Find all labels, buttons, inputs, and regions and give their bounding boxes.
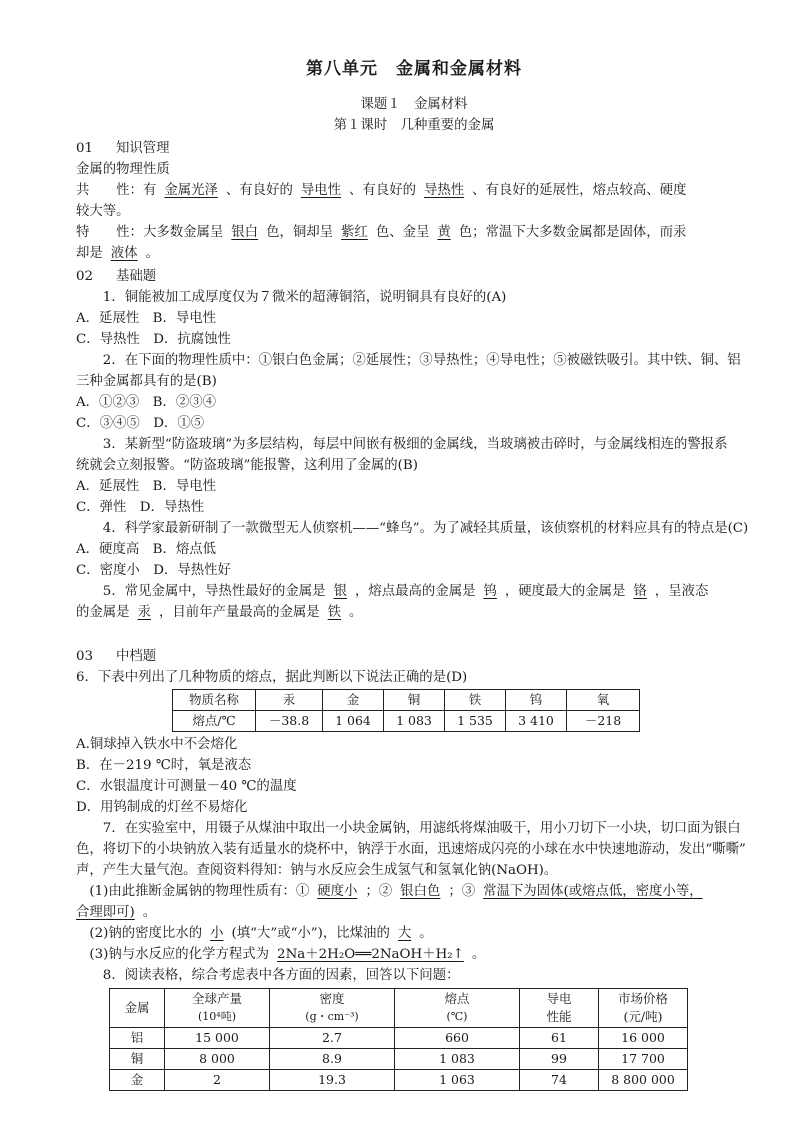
table-header-cell bbox=[520, 989, 599, 1028]
question-8: 8．阅读表格，综合考虑表中各方面的因素，回答以下问题： bbox=[102, 968, 460, 983]
answer-blank: 铬 bbox=[633, 584, 647, 599]
table-cell: 熔点/℃ bbox=[173, 711, 256, 732]
table-cell: 8 800 000 bbox=[599, 1070, 688, 1091]
question-3-options-ab: A．延展性 B．导电性 bbox=[76, 479, 217, 494]
answer-blank: 紫红 bbox=[341, 225, 368, 240]
question-6: 6．下表中列出了几种物质的熔点，据此判断以下说法正确的是(D) bbox=[76, 670, 468, 685]
question-6-option-c: C．水银温度计可测量－40 ℃的温度 bbox=[76, 779, 297, 794]
header-text: 金属 bbox=[124, 1000, 150, 1015]
table-cell: 61 bbox=[520, 1028, 599, 1049]
text: 、有良好的 bbox=[349, 183, 416, 198]
table-cell: 8 000 bbox=[165, 1049, 270, 1070]
table-row bbox=[110, 1070, 688, 1091]
table-cell: 17 700 bbox=[599, 1049, 688, 1070]
text: (1)由此推断金属钠的物理性质有：① bbox=[89, 884, 310, 899]
question-4-options-ab: A．硬度高 B．熔点低 bbox=[76, 542, 217, 557]
section-knowledge-header bbox=[76, 138, 752, 159]
header-text: 密度 bbox=[319, 991, 345, 1006]
question-2-options-ab: A．①②③ B．②③④ bbox=[76, 395, 217, 410]
header-unit: (元/吨) bbox=[623, 1009, 663, 1024]
answer-blank: 常温下为固体(或熔点低，密度小等， bbox=[483, 884, 703, 899]
section-number: 02 bbox=[76, 269, 94, 284]
question-6-option-b: B．在－219 ℃时，氧是液态 bbox=[76, 758, 252, 773]
section-number: 01 bbox=[76, 141, 94, 156]
text: 。 bbox=[471, 947, 486, 962]
text: 。 bbox=[349, 605, 363, 620]
answer-blank: 黄 bbox=[437, 225, 451, 240]
metal-comparison-table bbox=[109, 988, 688, 1091]
text: 。 bbox=[419, 926, 433, 941]
header-text: 市场价格 bbox=[617, 991, 668, 1006]
question-7: 7．在实验室中，用镊子从煤油中取出一小块金属钠，用滤纸将煤油吸干，用小刀切下一小块，切口面为银白 bbox=[102, 821, 741, 836]
table-cell: 铝 bbox=[110, 1028, 165, 1049]
text: 、有良好的 bbox=[225, 183, 293, 198]
answer-blank: 大 bbox=[397, 926, 412, 941]
question-7-part-1 bbox=[76, 881, 752, 902]
table-cell: 660 bbox=[395, 1028, 520, 1049]
answer-blank: 液体 bbox=[110, 246, 138, 261]
section-name: 知识管理 bbox=[116, 141, 170, 156]
question-3-options-cd: C．弹性 D．导热性 bbox=[76, 500, 205, 515]
text: 的金属是 bbox=[76, 605, 130, 620]
question-7-part-1-cont bbox=[76, 902, 752, 923]
special-properties-line bbox=[76, 222, 752, 243]
melting-point-table bbox=[172, 689, 640, 732]
table-header-cell bbox=[165, 989, 270, 1028]
header-text: 性能 bbox=[546, 1009, 572, 1024]
table-cell: 15 000 bbox=[165, 1028, 270, 1049]
answer-blank: 银白 bbox=[231, 225, 259, 240]
table-cell: 8.9 bbox=[270, 1049, 395, 1070]
header-text: 全球产量 bbox=[191, 991, 242, 1006]
header-text: 熔点 bbox=[444, 991, 470, 1006]
text: 色；常温下大多数金属都是固体，而汞 bbox=[458, 225, 687, 240]
table-cell: 氧 bbox=[567, 690, 640, 711]
text: 色，铜却呈 bbox=[266, 225, 334, 240]
text: ，硬度最大的金属是 bbox=[504, 584, 626, 599]
table-cell: 2.7 bbox=[270, 1028, 395, 1049]
question-7-part-3 bbox=[76, 944, 752, 965]
question-6-option-a: A.铜球掉入铁水中不会熔化 bbox=[76, 737, 238, 752]
question-5 bbox=[76, 581, 752, 602]
table-cell: 19.3 bbox=[270, 1070, 395, 1091]
text: 色、金呈 bbox=[375, 225, 430, 240]
answer-blank: 银 bbox=[333, 584, 347, 599]
question-3: 3．某新型“防盗玻璃”为多层结构，每层中间嵌有极细的金属线，当玻璃被击碎时，与金属线相连的警报系 bbox=[102, 437, 728, 452]
table-cell: 金 bbox=[110, 1070, 165, 1091]
table-cell: 1 535 bbox=[445, 711, 506, 732]
table-cell: 16 000 bbox=[599, 1028, 688, 1049]
table-cell: 1 064 bbox=[323, 711, 384, 732]
table-cell: 1 063 bbox=[395, 1070, 520, 1091]
table-row bbox=[173, 711, 640, 732]
table-cell: 物质名称 bbox=[173, 690, 256, 711]
table-header-cell bbox=[395, 989, 520, 1028]
answer-blank: 汞 bbox=[137, 605, 151, 620]
table-cell: 铜 bbox=[384, 690, 445, 711]
period-title: 第１课时 几种重要的金属 bbox=[333, 118, 495, 133]
table-cell: －38.8 bbox=[256, 711, 323, 732]
question-4: 4．科学家最新研制了一款微型无人侦察机——“蜂鸟”。为了减轻其质量，该侦察机的材料应具有的特点是(C) bbox=[102, 521, 749, 536]
table-row bbox=[110, 1028, 688, 1049]
header-unit: (g・cm⁻³) bbox=[305, 1010, 359, 1023]
question-1: 1．铜能被加工成厚度仅为７微米的超薄铜箔，说明铜具有良好的(A) bbox=[102, 290, 507, 305]
answer-blank: 合理即可) bbox=[76, 905, 135, 920]
table-cell: 2 bbox=[165, 1070, 270, 1091]
text: (填“大”或“小”)，比煤油的 bbox=[231, 926, 390, 941]
question-7-cont-1: 色，将切下的小块钠放入装有适量水的烧杯中，钠浮于水面，迅速熔成闪亮的小球在水中快速地游动，发出“嘶嘶” bbox=[76, 842, 746, 857]
question-2: 2．在下面的物理性质中：①银白色金属；②延展性；③导热性；④导电性；⑤被磁铁吸引。其中铁、铜、铝 bbox=[102, 353, 741, 368]
text: ，熔点最高的金属是 bbox=[354, 584, 476, 599]
text: 。 bbox=[142, 905, 157, 920]
section-name: 中档题 bbox=[116, 649, 157, 664]
text: 却是 bbox=[76, 246, 103, 261]
answer-blank: 导电性 bbox=[300, 183, 342, 198]
text: ，呈液态 bbox=[654, 584, 709, 599]
header-unit: (10⁴吨) bbox=[198, 1010, 236, 1023]
text: (2)钠的密度比水的 bbox=[89, 926, 203, 941]
question-7-part-2 bbox=[76, 923, 752, 944]
section-basic-header bbox=[76, 266, 752, 287]
question-1-options-cd: C．导热性 D．抗腐蚀性 bbox=[76, 332, 231, 347]
section-number: 03 bbox=[76, 649, 94, 664]
question-5-cont bbox=[76, 602, 752, 623]
answer-blank: 银白色 bbox=[400, 884, 441, 899]
table-header-row bbox=[110, 989, 688, 1028]
table-header-row bbox=[173, 690, 640, 711]
text: 。 bbox=[145, 246, 159, 261]
answer-blank: 铁 bbox=[327, 605, 342, 620]
question-2-options-cd: C．③④⑤ D．①⑤ bbox=[76, 416, 205, 431]
table-cell: 3 410 bbox=[506, 711, 567, 732]
table-cell: 铁 bbox=[445, 690, 506, 711]
table-cell: 1 083 bbox=[395, 1049, 520, 1070]
topic-label: 金属的物理性质 bbox=[76, 162, 170, 177]
table-header-cell bbox=[110, 989, 165, 1028]
table-cell: 钨 bbox=[506, 690, 567, 711]
label: 共 性：有 bbox=[76, 183, 157, 198]
text: ；② bbox=[365, 884, 393, 899]
answer-blank: 硬度小 bbox=[317, 884, 358, 899]
table-header-cell bbox=[270, 989, 395, 1028]
answer-blank: 小 bbox=[210, 926, 224, 941]
worksheet-page bbox=[76, 56, 752, 1091]
section-name: 基础题 bbox=[116, 269, 157, 284]
answer-blank: 金属光泽 bbox=[164, 183, 218, 198]
table-header-cell bbox=[599, 989, 688, 1028]
question-2-cont: 三种金属都具有的是(B) bbox=[76, 374, 217, 389]
text: 、有良好的延展性，熔点较高、硬度 bbox=[472, 183, 687, 198]
table-cell: 99 bbox=[520, 1049, 599, 1070]
header-unit: (℃) bbox=[446, 1010, 468, 1023]
common-properties-line bbox=[76, 180, 752, 201]
special-properties-cont bbox=[76, 243, 752, 264]
text: ；③ bbox=[448, 884, 476, 899]
label: 特 性：大多数金属呈 bbox=[76, 225, 224, 240]
text: ，目前年产量最高的金属是 bbox=[158, 605, 320, 620]
text: 5．常见金属中，导热性最好的金属是 bbox=[102, 584, 326, 599]
answer-blank: 钨 bbox=[483, 584, 497, 599]
text: (3)钠与水反应的化学方程式为 bbox=[89, 947, 270, 962]
answer-blank: 2Na＋2H₂O══2NaOH＋H₂↑ bbox=[277, 947, 464, 962]
table-cell: 74 bbox=[520, 1070, 599, 1091]
unit-title: 第八单元 金属和金属材料 bbox=[306, 59, 522, 79]
table-cell: 汞 bbox=[256, 690, 323, 711]
lesson-title: 课题１ 金属材料 bbox=[360, 97, 468, 112]
table-cell: 1 083 bbox=[384, 711, 445, 732]
table-row bbox=[110, 1049, 688, 1070]
question-4-options-cd: C．密度小 D．导热性好 bbox=[76, 563, 231, 578]
section-medium-header bbox=[76, 646, 752, 667]
table-cell: 金 bbox=[323, 690, 384, 711]
table-cell: －218 bbox=[567, 711, 640, 732]
question-7-cont-2: 声，产生大量气泡。查阅资料得知：钠与水反应会生成氢气和氢氧化钠(NaOH)。 bbox=[76, 863, 558, 878]
answer-blank: 导热性 bbox=[423, 183, 465, 198]
question-6-option-d: D．用钨制成的灯丝不易熔化 bbox=[76, 800, 248, 815]
header-text: 导电 bbox=[546, 991, 572, 1006]
table-cell: 铜 bbox=[110, 1049, 165, 1070]
common-properties-cont: 较大等。 bbox=[76, 204, 130, 219]
question-3-cont: 统就会立刻报警。“防盗玻璃”能报警，这利用了金属的(B) bbox=[76, 458, 418, 473]
question-1-options-ab: A．延展性 B．导电性 bbox=[76, 311, 217, 326]
